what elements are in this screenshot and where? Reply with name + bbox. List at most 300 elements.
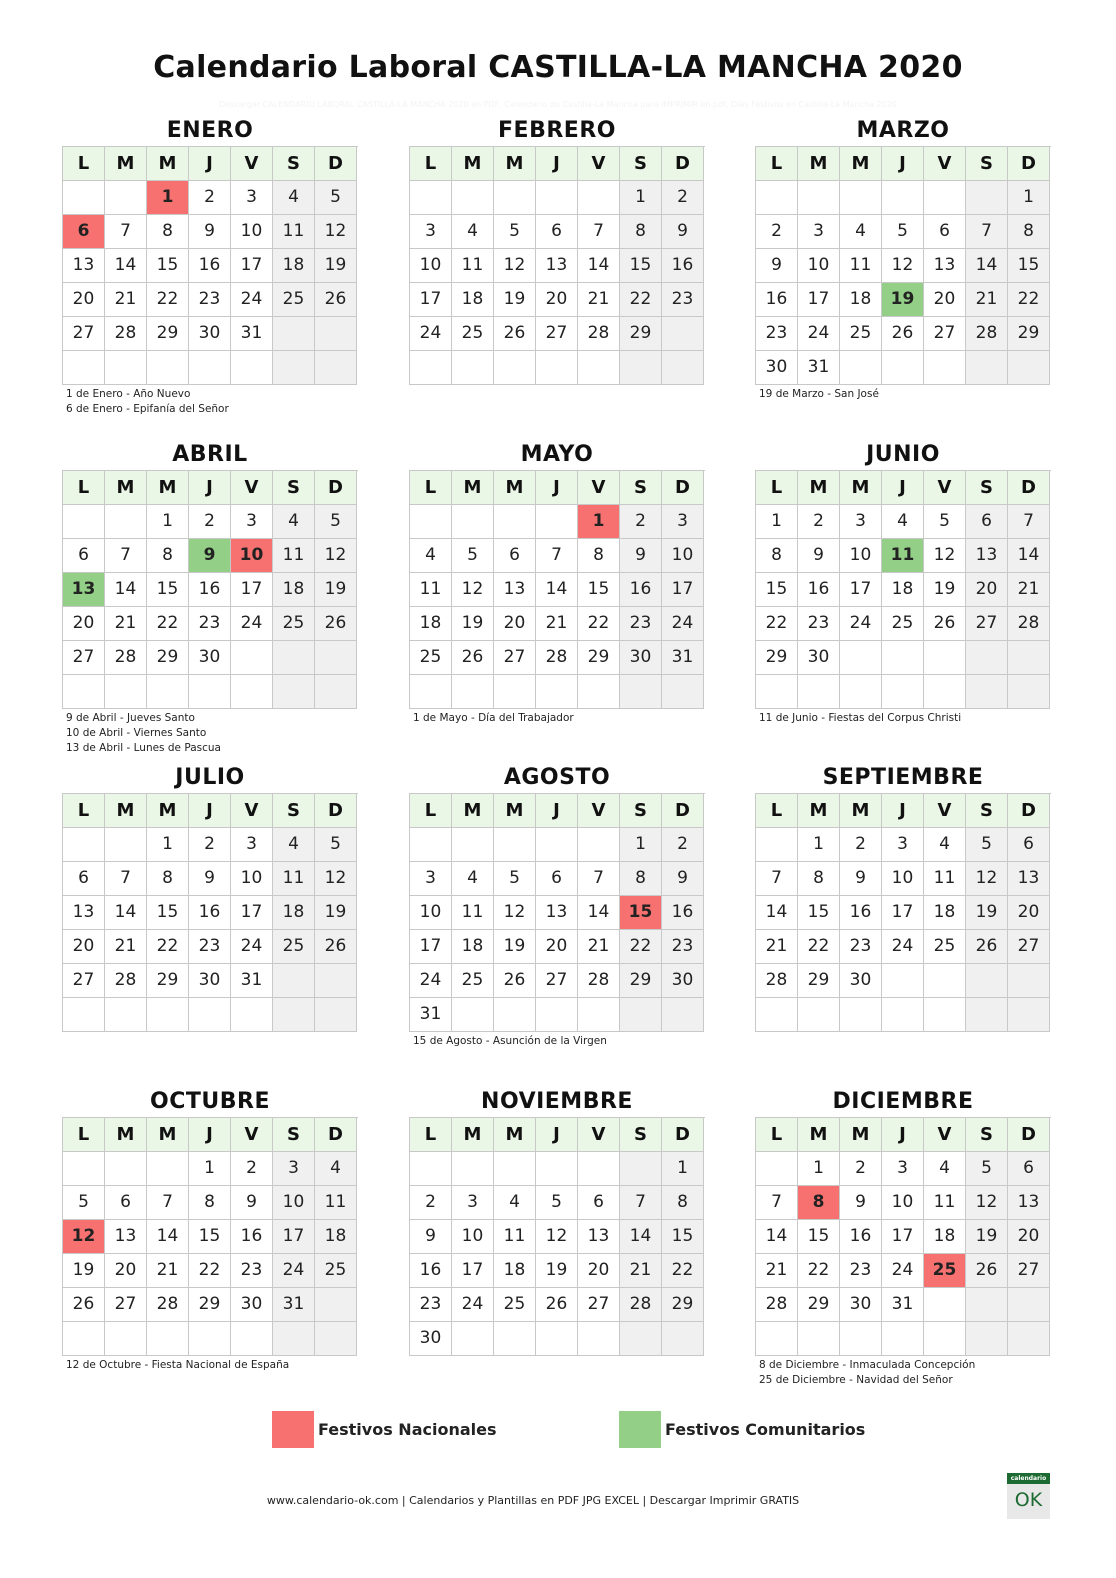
month-table [409,1117,705,1356]
empty-cell [882,1322,924,1356]
weekday-header: V [231,147,273,181]
day-cell: 15 [147,249,189,283]
day-cell: 24 [452,1288,494,1322]
day-cell: 13 [63,896,105,930]
day-cell: 22 [578,607,620,641]
weekday-header: M [840,794,882,828]
weekday-header: S [966,1118,1008,1152]
empty-cell [578,828,620,862]
weekday-header: M [798,794,840,828]
weekday-header: J [882,794,924,828]
day-cell: 17 [452,1254,494,1288]
day-cell: 28 [536,641,578,675]
day-cell: 29 [662,1288,704,1322]
empty-cell [578,1152,620,1186]
empty-cell [189,675,231,709]
weekday-header: L [410,794,452,828]
empty-cell [63,351,105,385]
legend-comunitario-label: Festivos Comunitarios [665,1420,866,1439]
day-cell: 27 [924,317,966,351]
month-table [755,470,1051,709]
day-cell: 29 [756,641,798,675]
day-cell: 30 [620,641,662,675]
day-cell: 1 [620,181,662,215]
day-cell: 16 [756,283,798,317]
day-cell: 27 [105,1288,147,1322]
day-cell: 30 [798,641,840,675]
empty-cell [452,1322,494,1356]
empty-cell [1008,1322,1050,1356]
day-cell: 2 [756,215,798,249]
month-table [755,793,1051,1032]
day-cell: 5 [452,539,494,573]
day-cell: 2 [662,828,704,862]
day-cell: 12 [924,539,966,573]
day-cell: 9 [798,539,840,573]
day-cell: 19 [494,283,536,317]
day-cell: 4 [882,505,924,539]
day-cell: 11 [494,1220,536,1254]
day-cell: 18 [924,1220,966,1254]
weekday-header: S [966,794,1008,828]
empty-cell [798,998,840,1032]
day-cell: 2 [620,505,662,539]
day-cell: 26 [966,930,1008,964]
day-cell: 23 [189,930,231,964]
day-cell: 2 [410,1186,452,1220]
holiday-nacional-cell: 15 [620,896,662,930]
holiday-note: 10 de Abril - Viernes Santo [66,727,207,739]
empty-cell [536,1322,578,1356]
day-cell: 16 [798,573,840,607]
day-cell: 4 [924,828,966,862]
day-cell: 4 [452,215,494,249]
month-junio [755,440,1051,726]
day-cell: 25 [273,607,315,641]
day-cell: 17 [410,930,452,964]
day-cell: 28 [756,964,798,998]
empty-cell [231,1322,273,1356]
month-name: AGOSTO [503,765,611,790]
day-cell: 24 [410,964,452,998]
day-cell: 20 [494,607,536,641]
day-cell: 15 [798,1220,840,1254]
day-cell: 25 [882,607,924,641]
day-cell: 25 [315,1254,357,1288]
empty-cell [924,998,966,1032]
weekday-header: M [147,794,189,828]
day-cell: 10 [410,249,452,283]
holiday-nacional-cell: 25 [924,1254,966,1288]
day-cell: 14 [578,249,620,283]
day-cell: 21 [756,1254,798,1288]
empty-cell [882,641,924,675]
day-cell: 20 [63,283,105,317]
day-cell: 16 [620,573,662,607]
day-cell: 26 [966,1254,1008,1288]
day-cell: 27 [536,964,578,998]
day-cell: 30 [840,964,882,998]
day-cell: 8 [147,215,189,249]
weekday-header: D [1008,794,1050,828]
day-cell: 7 [966,215,1008,249]
day-cell: 30 [231,1288,273,1322]
empty-cell [966,181,1008,215]
day-cell: 11 [840,249,882,283]
holiday-nacional-cell: 10 [231,539,273,573]
month-name: JULIO [175,765,245,790]
empty-cell [315,1288,357,1322]
day-cell: 28 [578,964,620,998]
day-cell: 12 [494,249,536,283]
month-table [62,146,358,385]
weekday-header: M [798,147,840,181]
day-cell: 30 [662,964,704,998]
day-cell: 21 [578,930,620,964]
day-cell: 24 [231,930,273,964]
empty-cell [410,181,452,215]
day-cell: 23 [840,1254,882,1288]
empty-cell [494,1322,536,1356]
day-cell: 30 [189,317,231,351]
day-cell: 26 [452,641,494,675]
holiday-note: 13 de Abril - Lunes de Pascua [66,742,221,754]
day-cell: 13 [63,249,105,283]
empty-cell [273,998,315,1032]
weekday-header: M [494,794,536,828]
weekday-header: M [494,471,536,505]
day-cell: 22 [147,283,189,317]
day-cell: 29 [147,964,189,998]
empty-cell [966,675,1008,709]
weekday-header: J [189,794,231,828]
weekday-header: M [105,471,147,505]
day-cell: 17 [882,1220,924,1254]
day-cell: 25 [840,317,882,351]
empty-cell [756,675,798,709]
day-cell: 16 [189,249,231,283]
day-cell: 29 [620,317,662,351]
day-cell: 8 [189,1186,231,1220]
day-cell: 29 [798,1288,840,1322]
empty-cell [410,505,452,539]
empty-cell [494,828,536,862]
weekday-header: D [315,471,357,505]
holiday-notes [755,1358,1051,1388]
day-cell: 7 [578,215,620,249]
weekday-header: L [756,1118,798,1152]
empty-cell [63,675,105,709]
day-cell: 6 [578,1186,620,1220]
empty-cell [273,1322,315,1356]
month-name: NOVIEMBRE [481,1089,633,1114]
month-name: ABRIL [172,442,248,467]
day-cell: 16 [662,896,704,930]
day-cell: 21 [536,607,578,641]
weekday-header: L [63,1118,105,1152]
empty-cell [536,1152,578,1186]
holiday-notes [62,711,358,756]
day-cell: 4 [924,1152,966,1186]
empty-cell [756,828,798,862]
day-cell: 23 [840,930,882,964]
day-cell: 22 [189,1254,231,1288]
empty-cell [882,964,924,998]
day-cell: 6 [966,505,1008,539]
day-cell: 27 [578,1288,620,1322]
empty-cell [147,351,189,385]
weekday-header: M [452,794,494,828]
day-cell: 1 [620,828,662,862]
empty-cell [840,675,882,709]
weekday-header: V [231,471,273,505]
day-cell: 4 [840,215,882,249]
day-cell: 4 [494,1186,536,1220]
empty-cell [273,675,315,709]
day-cell: 19 [924,573,966,607]
day-cell: 11 [315,1186,357,1220]
day-cell: 27 [63,641,105,675]
day-cell: 19 [315,896,357,930]
day-cell: 10 [840,539,882,573]
day-cell: 6 [1008,1152,1050,1186]
day-cell: 10 [882,1186,924,1220]
day-cell: 6 [494,539,536,573]
day-cell: 22 [756,607,798,641]
empty-cell [966,998,1008,1032]
day-cell: 30 [840,1288,882,1322]
day-cell: 25 [410,641,452,675]
month-diciembre [755,1087,1051,1388]
month-octubre [62,1087,358,1373]
day-cell: 22 [1008,283,1050,317]
day-cell: 17 [273,1220,315,1254]
empty-cell [63,828,105,862]
holiday-notes [409,1034,705,1049]
day-cell: 15 [147,573,189,607]
day-cell: 28 [1008,607,1050,641]
day-cell: 24 [231,283,273,317]
day-cell: 25 [452,317,494,351]
empty-cell [882,675,924,709]
day-cell: 23 [798,607,840,641]
empty-cell [452,181,494,215]
day-cell: 26 [315,930,357,964]
day-cell: 10 [798,249,840,283]
day-cell: 2 [189,505,231,539]
empty-cell [1008,964,1050,998]
empty-cell [452,675,494,709]
weekday-header: V [231,1118,273,1152]
day-cell: 8 [798,862,840,896]
month-table [62,793,358,1032]
empty-cell [924,1322,966,1356]
day-cell: 13 [1008,862,1050,896]
weekday-header: V [578,794,620,828]
weekday-header: S [966,147,1008,181]
day-cell: 5 [494,215,536,249]
day-cell: 30 [189,964,231,998]
legend-nacional-label: Festivos Nacionales [318,1420,497,1439]
day-cell: 27 [63,964,105,998]
weekday-header: S [273,794,315,828]
empty-cell [147,1322,189,1356]
logo-bottom-text: OK [1014,1489,1043,1511]
empty-cell [840,351,882,385]
month-table [409,470,705,709]
holiday-nacional-cell: 1 [578,505,620,539]
empty-cell [494,505,536,539]
day-cell: 4 [273,505,315,539]
weekday-header: S [273,147,315,181]
weekday-header: D [1008,1118,1050,1152]
empty-cell [924,675,966,709]
weekday-header: M [105,147,147,181]
calendario-ok-logo [1007,1473,1050,1519]
day-cell: 5 [966,828,1008,862]
day-cell: 6 [1008,828,1050,862]
weekday-header: L [410,1118,452,1152]
day-cell: 13 [536,249,578,283]
weekday-header: V [924,471,966,505]
day-cell: 22 [798,1254,840,1288]
day-cell: 12 [494,896,536,930]
day-cell: 11 [924,1186,966,1220]
empty-cell [315,1322,357,1356]
day-cell: 5 [882,215,924,249]
day-cell: 15 [620,249,662,283]
holiday-notes [755,387,1051,402]
empty-cell [1008,998,1050,1032]
weekday-header: D [1008,471,1050,505]
weekday-header: L [756,147,798,181]
empty-cell [231,351,273,385]
day-cell: 20 [1008,1220,1050,1254]
day-cell: 18 [410,607,452,641]
empty-cell [410,828,452,862]
day-cell: 13 [105,1220,147,1254]
day-cell: 13 [536,896,578,930]
page-subtitle: Descargar CALENDARIO LABORAL CASTILLA-LA MANCHA 2020 en PDF, Calendario de Castilla-La Mancha para IMPRIMIR en pdf, Días Festivos en Castilla-La Mancha 2020 [219,100,897,109]
holiday-nacional-cell: 12 [63,1220,105,1254]
day-cell: 12 [315,862,357,896]
day-cell: 5 [494,862,536,896]
empty-cell [494,181,536,215]
weekday-header: M [147,1118,189,1152]
day-cell: 11 [273,215,315,249]
empty-cell [578,998,620,1032]
day-cell: 5 [536,1186,578,1220]
empty-cell [662,351,704,385]
day-cell: 31 [882,1288,924,1322]
holiday-note: 6 de Enero - Epifanía del Señor [66,403,229,415]
empty-cell [494,1152,536,1186]
day-cell: 10 [662,539,704,573]
day-cell: 18 [273,249,315,283]
day-cell: 28 [105,317,147,351]
month-table [755,1117,1051,1356]
day-cell: 19 [315,573,357,607]
holiday-note: 12 de Octubre - Fiesta Nacional de España [66,1359,290,1371]
weekday-header: V [578,471,620,505]
empty-cell [105,998,147,1032]
day-cell: 17 [798,283,840,317]
day-cell: 17 [840,573,882,607]
empty-cell [147,1152,189,1186]
day-cell: 9 [410,1220,452,1254]
day-cell: 5 [966,1152,1008,1186]
day-cell: 6 [105,1186,147,1220]
day-cell: 8 [578,539,620,573]
month-name: DICIEMBRE [832,1089,974,1114]
day-cell: 17 [231,249,273,283]
holiday-nacional-cell: 1 [147,181,189,215]
empty-cell [578,181,620,215]
day-cell: 12 [452,573,494,607]
weekday-header: M [147,147,189,181]
weekday-header: D [662,471,704,505]
empty-cell [756,1152,798,1186]
empty-cell [966,964,1008,998]
day-cell: 7 [105,862,147,896]
holiday-comunitario-cell: 19 [882,283,924,317]
empty-cell [536,505,578,539]
day-cell: 19 [966,1220,1008,1254]
empty-cell [63,998,105,1032]
empty-cell [1008,351,1050,385]
empty-cell [452,351,494,385]
day-cell: 28 [105,964,147,998]
empty-cell [231,675,273,709]
day-cell: 26 [494,317,536,351]
empty-cell [536,998,578,1032]
day-cell: 29 [798,964,840,998]
day-cell: 14 [536,573,578,607]
day-cell: 27 [966,607,1008,641]
empty-cell [315,998,357,1032]
day-cell: 7 [578,862,620,896]
day-cell: 10 [452,1220,494,1254]
day-cell: 7 [105,215,147,249]
day-cell: 30 [756,351,798,385]
empty-cell [882,181,924,215]
empty-cell [1008,675,1050,709]
weekday-header: L [63,471,105,505]
day-cell: 18 [452,930,494,964]
day-cell: 15 [756,573,798,607]
day-cell: 26 [315,283,357,317]
day-cell: 23 [662,283,704,317]
day-cell: 28 [578,317,620,351]
day-cell: 6 [63,539,105,573]
weekday-header: V [924,1118,966,1152]
day-cell: 13 [578,1220,620,1254]
day-cell: 26 [924,607,966,641]
day-cell: 11 [452,896,494,930]
day-cell: 19 [315,249,357,283]
month-septiembre [755,763,1051,1034]
day-cell: 3 [410,215,452,249]
weekday-header: J [882,147,924,181]
day-cell: 30 [189,641,231,675]
day-cell: 18 [273,573,315,607]
empty-cell [494,351,536,385]
holiday-note: 8 de Diciembre - Inmaculada Concepción [759,1359,976,1371]
empty-cell [840,181,882,215]
day-cell: 28 [966,317,1008,351]
day-cell: 1 [189,1152,231,1186]
day-cell: 20 [1008,896,1050,930]
